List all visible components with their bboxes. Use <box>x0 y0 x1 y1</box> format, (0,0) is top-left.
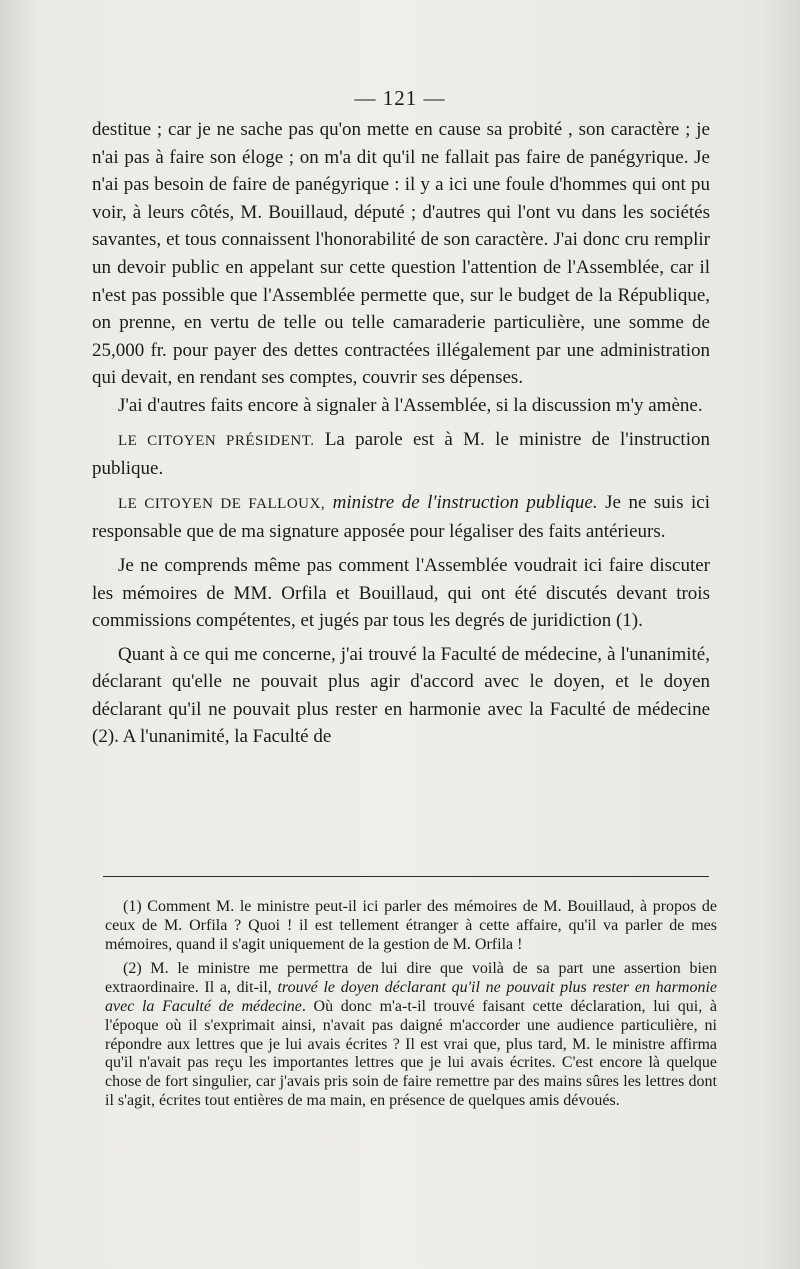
paragraph <box>92 392 710 420</box>
footnote-divider <box>103 876 709 877</box>
speaker-role: ministre de l'instruction publique. <box>325 491 598 513</box>
footnote-quote: trouvé le doyen déclarant qu'il ne pouvait plus rester en harmonie avec la Faculté de médecine <box>105 979 717 1015</box>
footnote-text: . Où donc m'a-t-il trouvé faisant cette déclaration, lui qui, à l'époque où il s'exprimait ainsi, n'avait pas daigné m'accorder une audience particulière, ni répondre aux lettres que je lui avais écrites ? Il est vrai que, plus tard, M. le ministre affirma qu'il n'avait pas reçu les importantes lettres que je lui avais écrites. C'est encore là quelque chose de fort singulier, car j'avais pris soin de faire remettre par des mains sûres les lettres dont il s'agit, écrites tout entières de ma main, en présence de quelques amis dévoués. <box>105 997 717 1109</box>
body-text <box>92 116 710 751</box>
footnote-text: (2) M. le ministre me permettra de lui dire que voilà de sa part une assertion bien extraordinaire. Il a, dit-il, <box>105 960 717 997</box>
speaker-paragraph-president <box>92 426 710 483</box>
footnotes <box>105 898 717 1117</box>
speaker-name: LE CITOYEN PRÉSIDENT. <box>118 432 315 449</box>
paragraph-text: La parole est à M. le ministre de l'instruction publique. <box>92 428 710 480</box>
footnote-2 <box>105 960 717 1110</box>
footnote-1 <box>105 898 717 954</box>
footnote-text: (1) Comment M. le ministre peut-il ici parler des mémoires de M. Bouillaud, à propos de ceux de M. Orfila ? Quoi ! il est tellement étranger à cette affaire, qu'il va parler de mes mémoires, quand il s'agit uniquement de la gestion de M. Orfila ! <box>105 898 717 953</box>
speaker-name: LE CITOYEN DE FALLOUX, <box>118 495 326 512</box>
paragraph-text: Je ne comprends même pas comment l'Assemblée voudrait ici faire discuter les mémoires de MM. Orfila et Bouillaud, qui ont été discutés devant trois commissions compétentes, et jugés par tous les degrés de juridiction (1). <box>92 554 710 632</box>
paragraph-text: destitue ; car je ne sache pas qu'on mette en cause sa probité , son caractère ; je n'ai pas à faire son éloge ; on m'a dit qu'il ne fallait pas faire de panégyrique. Je n'ai pas besoin de faire de panégyrique : il y a ici une foule d'hommes qui ont pu voir, à leurs côtés, M. Bouillaud, député ; d'autres qui l'ont vu dans les sociétés savantes, et tous connaissent l'honorabilité de son caractère. J'ai donc cru remplir un devoir public en appelant sur cette question l'attention de l'Assemblée, car il n'est pas possible que l'Assemblée permette que, sur le budget de la République, on prenne, en vertu de telle ou telle camaraderie particulière, une somme de 25,000 fr. pour payer des dettes contractées illégalement par une administration qui devait, en rendant ses comptes, couvrir ses dépenses. <box>92 119 710 389</box>
paragraph <box>92 552 710 635</box>
speaker-paragraph-falloux <box>92 489 710 546</box>
paragraph-text: J'ai d'autres faits encore à signaler à l'Assemblée, si la discussion m'y amène. <box>118 394 703 416</box>
paragraph <box>92 641 710 751</box>
paragraph-text: Je ne suis ici responsable que de ma signature apposée pour légaliser des faits antérieurs. <box>92 491 710 543</box>
paragraph-text: Quant à ce qui me concerne, j'ai trouvé la Faculté de médecine, à l'unanimité, déclarant qu'elle ne pouvait plus agir d'accord avec le doyen, et le doyen déclarant qu'il ne pouvait plus rester en harmonie avec la Faculté de médecine (2). A l'unanimité, la Faculté de <box>92 643 710 748</box>
paragraph-continuation <box>92 116 710 392</box>
page-number: — 121 — <box>354 86 446 110</box>
